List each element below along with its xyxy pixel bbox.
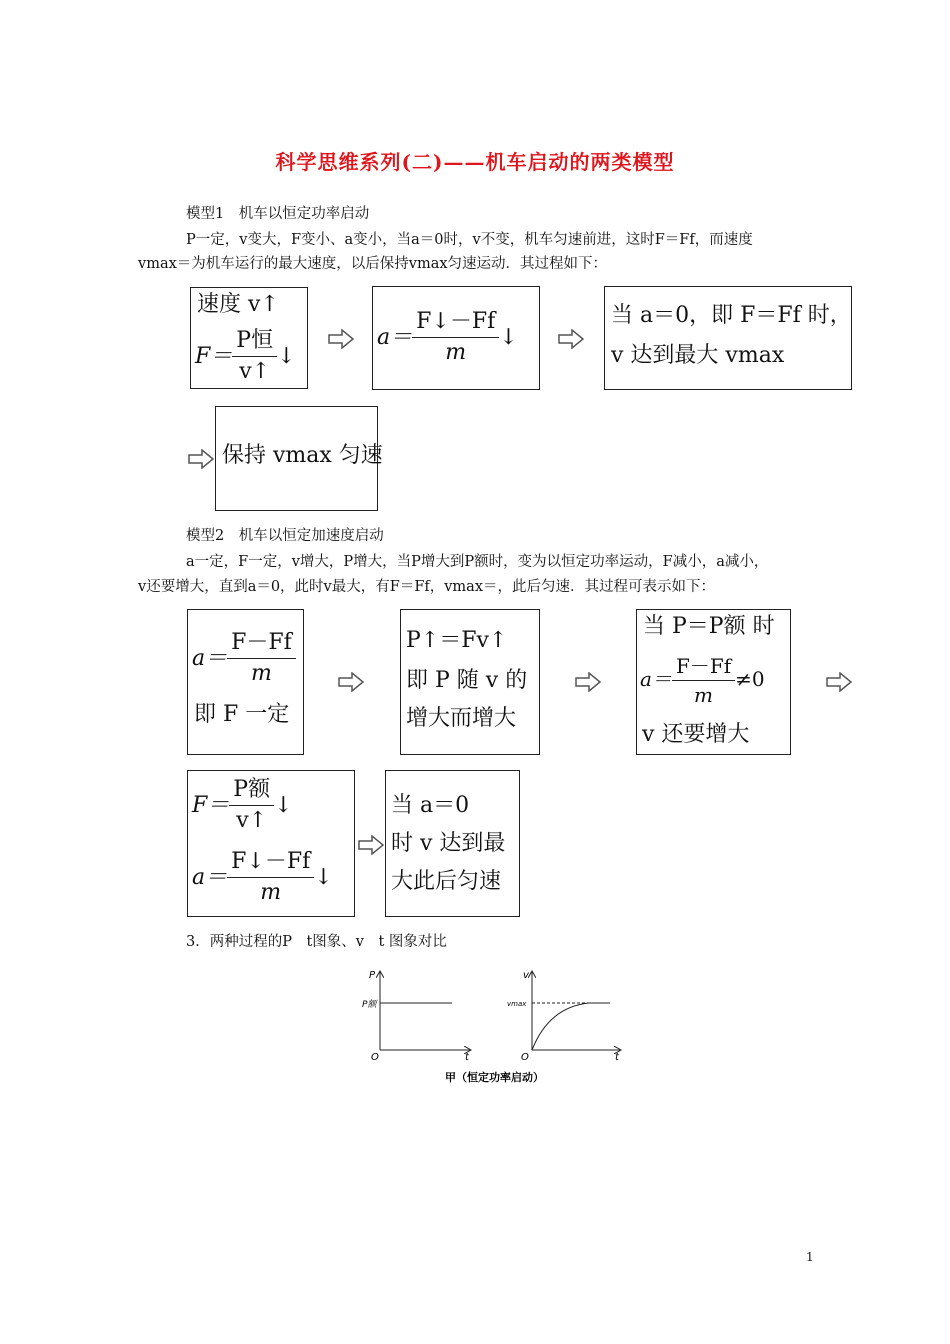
model1-box2 (372, 286, 540, 390)
model1-box1-line1: 速度 v↑ (197, 292, 279, 317)
p-level-label: P额 (362, 1000, 377, 1010)
flow-arrow-icon (338, 672, 364, 692)
model2-box4-formula1: F＝ $\frac{\text{P额}}{v↑}$ ↓ (192, 777, 293, 834)
t-axis-label: t (465, 1052, 469, 1063)
page-number: 1 (806, 1250, 814, 1264)
model2-box1-formula: a＝ $\frac{F-Ff}{m}$ (192, 630, 296, 688)
graph-p-t (362, 970, 470, 1063)
model2-box2 (400, 609, 540, 755)
model1-box3 (604, 286, 852, 390)
p-axis-label: P (369, 970, 376, 981)
model2-box1 (187, 609, 304, 755)
model2-box1-line2: 即 F 一定 (194, 702, 290, 727)
model2-box5-line3: 大此后匀速 (391, 869, 502, 894)
model2-box2-line2: 即 P 随 v 的 (406, 668, 528, 693)
model2-box4-formula2: a＝ $\frac{F↓-Ff}{m}$ ↓ (192, 849, 333, 906)
model2-box3-line1: 当 P＝P额 时 (643, 614, 775, 639)
vmax-label: vmax (507, 1000, 527, 1008)
flow-arrow-icon (358, 835, 384, 855)
model2-box3-formula: a＝ $\frac{F-Ff}{m}$ ≠0 (640, 654, 765, 707)
flow-arrow-icon (575, 672, 601, 692)
model1-text-line2: vmax＝为机车运行的最大速度，以后保持vmax匀速运动．其过程如下： (138, 256, 608, 272)
model1-box1-formula: F＝ $\frac{\text{P恒}}{v↑}$ ↓ (195, 328, 296, 385)
t-axis-label: t (615, 1052, 619, 1063)
model1-heading: 模型1 机车以恒定功率启动 (186, 206, 370, 222)
pt-vt-graphs (355, 962, 635, 1087)
page-title: 科学思维系列(二)——机车启动的两类模型 (275, 150, 675, 174)
model1-box4 (215, 406, 383, 511)
v-curve (532, 1003, 610, 1050)
model2-heading: 模型2 机车以恒定加速度启动 (186, 528, 384, 544)
model2-box2-line1: P↑＝Fv↑ (406, 628, 508, 653)
v-axis-label: v (523, 970, 529, 981)
model2-text-line2: v还要增大，直到a＝0，此时v最大，有F＝Ff，vmax＝，此后匀速．其过程可表示如下： (138, 579, 716, 595)
flow-arrow-icon (826, 672, 852, 692)
model2-box3-line3: v 还要增大 (642, 722, 750, 747)
model2-box5 (385, 770, 520, 917)
model1-box4-text: 保持 vmax 匀速 (222, 443, 383, 468)
model2-box3 (636, 609, 791, 755)
model1-text-line1: P一定，v变大，F变小、a变小，当a＝0时，v不变，机车匀速前进，这时F＝Ff，而速度 (186, 232, 753, 248)
flow-arrow-icon (558, 329, 584, 349)
section3-heading: 3．两种过程的P t图象、v t 图象对比 (186, 934, 447, 950)
model2-text-line1: a一定，F一定，v增大，P增大，当P增大到P额时，变为以恒定功率运动，F减小，a减小， (186, 554, 769, 570)
model1-box3-line1: 当 a＝0，即 F＝Ff 时， (611, 303, 852, 328)
flow-arrow-icon (188, 449, 214, 469)
flow-arrow-icon (328, 329, 354, 349)
model2-box5-line2: 时 v 达到最 (391, 831, 506, 856)
model2-box5-line1: 当 a＝0 (391, 793, 470, 818)
model1-box3-line2: v 达到最大 vmax (611, 343, 785, 368)
graph-caption: 甲（恒定功率启动） (445, 1071, 544, 1084)
model1-box1 (190, 287, 308, 389)
origin-label: O (371, 1052, 379, 1063)
graph-v-t (507, 970, 620, 1063)
origin-label: O (521, 1052, 529, 1063)
model2-box4 (187, 770, 355, 917)
model2-box2-line3: 增大而增大 (406, 706, 517, 731)
model1-box2-formula: a＝ $\frac{F↓-Ff}{m}$ ↓ (377, 309, 518, 366)
